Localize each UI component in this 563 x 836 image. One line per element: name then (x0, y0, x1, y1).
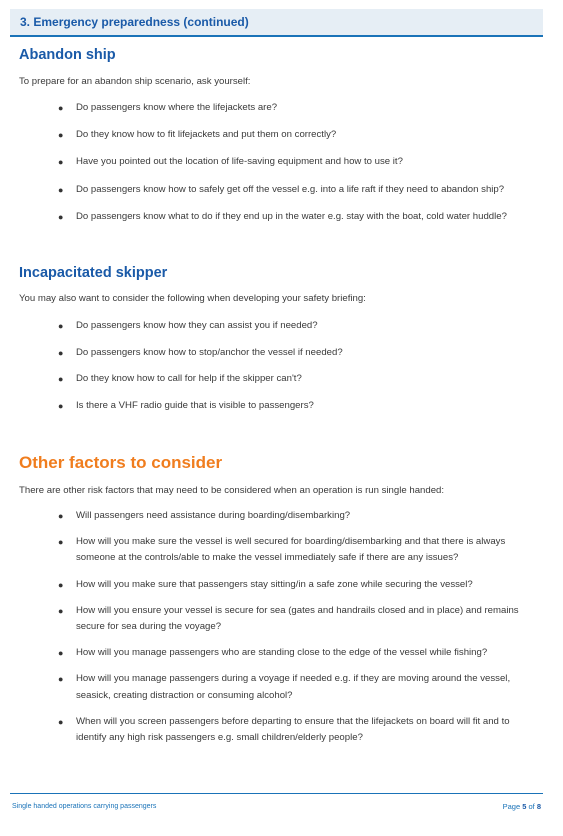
incapacitated-skipper-heading: Incapacitated skipper (19, 265, 168, 281)
bullet-icon: ● (58, 321, 64, 331)
bullet-icon: ● (58, 184, 64, 195)
list-item: ● Do passengers know what to do if they end up in the water e.g. stay with the boat, cold water huddle? (58, 209, 538, 225)
bullet-icon: ● (58, 511, 64, 521)
bullet-icon: ● (58, 716, 64, 727)
list-item: ● When will you screen passengers before departing to ensure that the lifejackets on board will fit and to identify any high risk passengers e.g. small children/elderly people? (58, 715, 510, 744)
other-factors-heading: Other factors to consider (19, 453, 223, 472)
list-item: ● Have you pointed out the location of life-saving equipment and how to use it? (58, 154, 538, 170)
list-item: ● How will you make sure the vessel is well secured for boarding/disembarking and that there is always someone at the controls/able to make the vessel immediately safe if there are any issues? (58, 536, 506, 564)
bullet-icon: ● (58, 347, 64, 358)
bullet-icon: ● (58, 674, 64, 685)
other-factors-intro: There are other risk factors that may need to be considered when an operation is run single handed: (19, 485, 445, 496)
bullet-icon: ● (58, 130, 64, 141)
bullet-icon: ● (58, 401, 64, 412)
bullet-icon: ● (58, 103, 64, 113)
bullet-icon: ● (58, 648, 64, 659)
total-pages: 8 (536, 802, 541, 811)
list-item: ● How will you ensure your vessel is secure for sea (gates and handrails closed and in place) and remains secure for sea during the voyage? (58, 604, 519, 633)
list-item: ● Do they know how to call for help if the skipper can't? (58, 371, 538, 387)
bullet-icon: ● (58, 157, 64, 168)
list-item: ● Do they know how to fit lifejackets and put them on correctly? (58, 127, 538, 143)
section-header-title: 3. Emergency preparedness (continued) (20, 15, 249, 29)
list-item: ● Do passengers know how to safely get off the vessel e.g. into a life raft if they need to abandon ship? (58, 182, 538, 198)
list-item: ● Is there a VHF radio guide that is visible to passengers? (58, 398, 538, 414)
incapacitated-skipper-intro: You may also want to consider the following when developing your safety briefing: (19, 293, 366, 304)
list-item: ● How will you manage passengers during a voyage if needed e.g. if they are moving around the vessel, seasick, creating distraction or consuming alcohol? (58, 673, 511, 701)
bullet-icon: ● (58, 605, 64, 616)
list-item: ● Do passengers know how they can assist you if needed? (58, 318, 538, 334)
list-item: ● Will passengers need assistance during boarding/disembarking? (58, 508, 538, 524)
abandon-ship-intro: To prepare for an abandon ship scenario, ask yourself: (19, 76, 251, 87)
abandon-ship-heading: Abandon ship (19, 47, 116, 63)
footer-divider (10, 793, 543, 794)
list-item: ● How will you manage passengers who are standing close to the edge of the vessel while fishing? (58, 645, 538, 661)
list-item: ● Do passengers know how to stop/anchor the vessel if needed? (58, 345, 538, 361)
section-header-bar (10, 9, 543, 37)
bullet-icon: ● (58, 537, 64, 548)
incapacitated-skipper-list (58, 318, 538, 414)
other-factors-list (58, 508, 538, 746)
footer-page-number: Page 5 of 8 (502, 802, 541, 811)
bullet-icon: ● (58, 374, 64, 385)
bullet-icon: ● (58, 211, 64, 222)
list-item: ● Do passengers know where the lifejackets are? (58, 100, 538, 116)
footer-document-title: Single handed operations carrying passengers (12, 803, 157, 810)
bullet-icon: ● (58, 579, 64, 590)
list-item: ● How will you make sure that passengers stay sitting/in a safe zone while securing the vessel? (58, 577, 538, 593)
current-page: 5 (522, 802, 527, 811)
abandon-ship-list (58, 100, 538, 225)
